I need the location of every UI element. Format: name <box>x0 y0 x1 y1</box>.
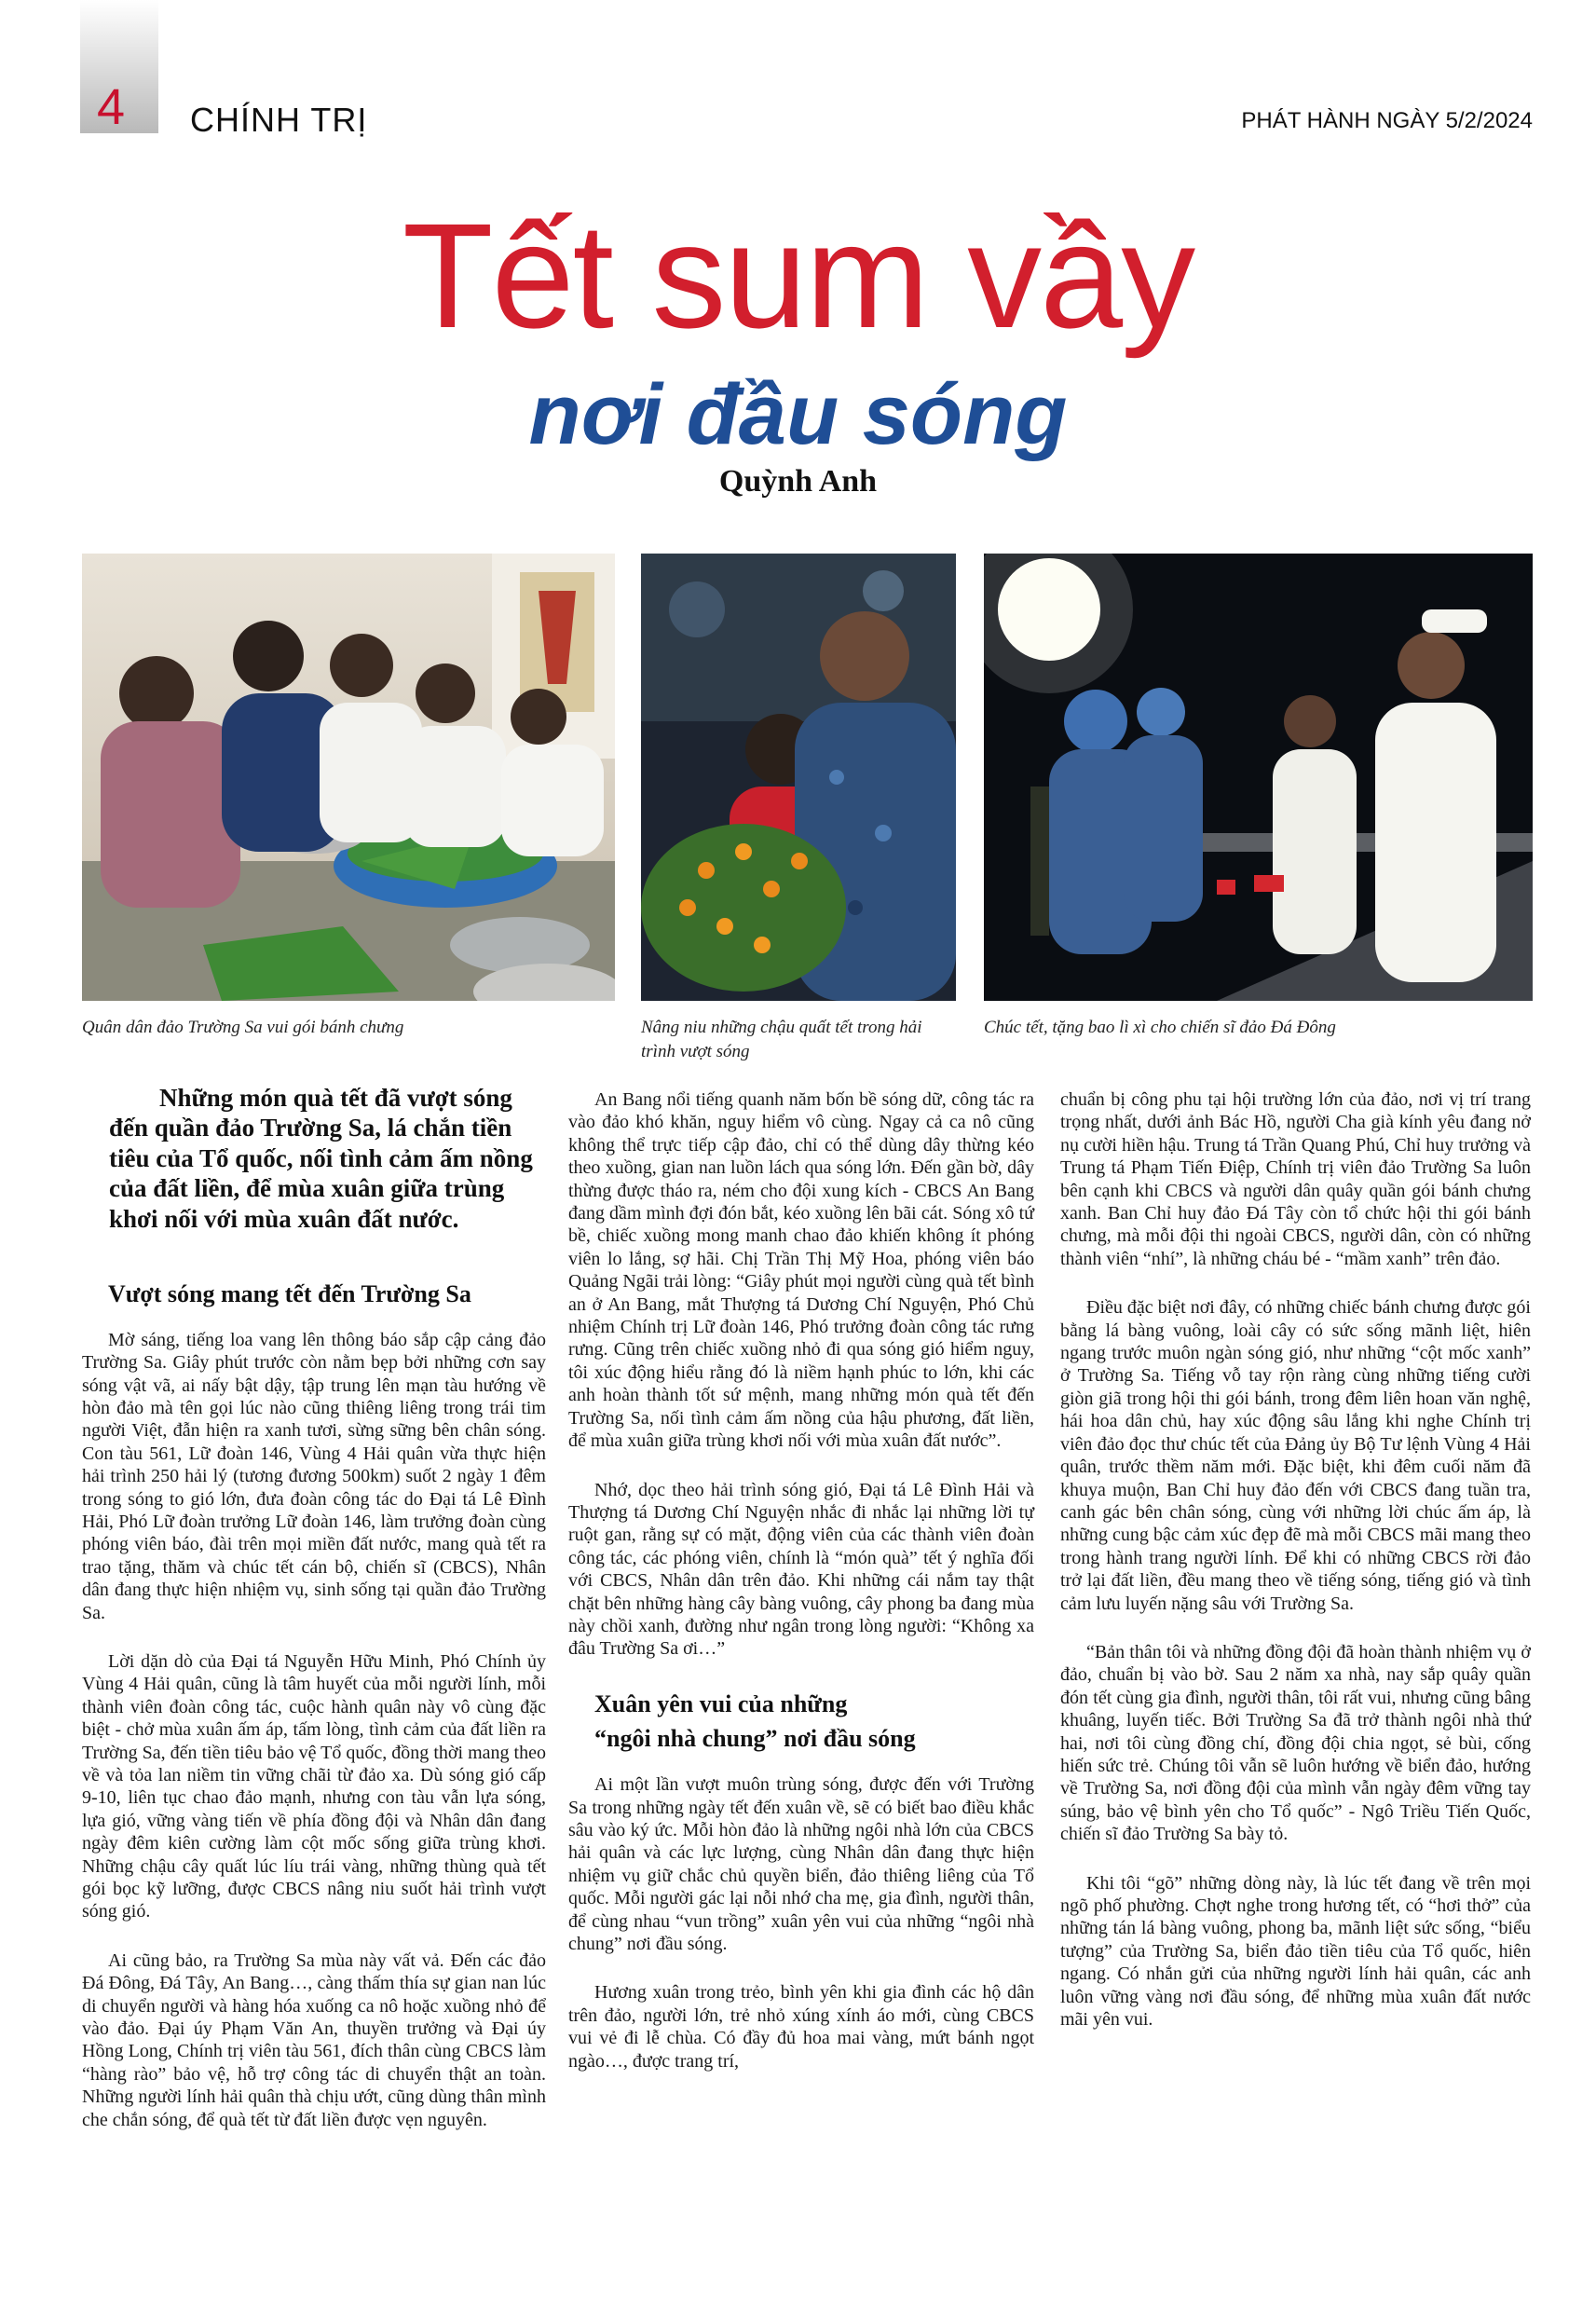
paragraph: Ai cũng bảo, ra Trường Sa mùa này vất vả. Đến các đảo Đá Đông, Đá Tây, An Bang…, càng thấm thía sự gian nan lúc di chuyển người và hàng hóa xuống ca nô hoặc xuồng nhỏ để vào đảo. Đại úy Phạm Văn An, thuyền trưởng và Đại úy Hồng Long, Chính trị viên tàu 561, đích thân cùng CBCS làm “hàng rào” bảo vệ, hỗ trợ công tác di chuyển thật an toàn. Những người lính hải quân thà chịu ướt, cũng dùng thân mình che chắn sóng, để quà tết từ đất liền được vẹn nguyên. <box>82 1949 546 2130</box>
paragraph: Lời dặn dò của Đại tá Nguyễn Hữu Minh, Phó Chính ủy Vùng 4 Hải quân, cũng là tâm huyết của mỗi người lính, mỗi thành viên đoàn công tác, cuộc hành quân này vô cùng đặc biệt - chở mùa xuân ấm áp, tấm lòng, tình cảm của đất liền ra Trường Sa, đến tiền tiêu bảo vệ Tổ quốc, đồng thời mang theo về và tỏa lan niềm tin vững chãi từ đảo xa. Dù sóng gió cấp 9-10, liên tục chao đảo mạnh, nhưng con tàu vẫn lựa sóng, lựa gió, vững vàng tiến về phía đồng đội và Nhân dân đang ngày đêm kiên cường làm cột mốc sống giữa trùng khơi. Những chậu cây quất lúc líu trái vàng, những thùng quà tết gói bọc kỹ lưỡng, được CBCS nâng niu suốt hải trình vượt sóng gió. <box>82 1650 546 1922</box>
photo-kumquat-pots <box>641 554 956 1001</box>
photo-wrapping-banh-chung <box>82 554 615 1001</box>
paragraph: Khi tôi “gõ” những dòng này, là lúc tết đang về trên mọi ngõ phố phường. Chợt nghe trong hương tết, có “hơi thở” của những tán lá bàng vuông, phong ba, mãnh liệt sức sống, “biểu tượng” của Trường Sa, biển đảo tiền tiêu của Tổ quốc, hiên ngang. Có nhắn gửi của những người lính hải quân, các anh luôn vững vàng nơi đầu sóng, để những mùa xuân đất nước mãi yên vui. <box>1060 1872 1531 2031</box>
paragraph: “Bản thân tôi và những đồng đội đã hoàn thành nhiệm vụ ở đảo, chuẩn bị vào bờ. Sau 2 năm xa nhà, nay sắp quây quần đón tết cùng gia đình, người thân, tôi rất vui, nhưng cũng bâng khuâng, luyến tiếc. Bởi Trường Sa đã trở thành ngôi nhà thứ hai, nơi tôi cùng đồng chí, đồng đội chia ngọt, sẻ bùi, cống hiến sức trẻ. Chúng tôi vẫn sẽ luôn hướng về biển đảo, hướng về Trường Sa, nơi đồng đội của mình vẫn ngày đêm vững tay súng, bảo vệ bình yên cho Tổ quốc” - Ngô Triều Tiến Quốc, chiến sĩ đảo Trường Sa bày tỏ. <box>1060 1641 1531 1845</box>
author-byline: Quỳnh Anh <box>718 464 878 499</box>
section-heading-line: Xuân yên vui của những <box>594 1690 848 1717</box>
photo-lucky-money <box>984 554 1533 1001</box>
section-heading-line: “ngôi nhà chung” nơi đầu sóng <box>594 1725 916 1753</box>
article-lead: Những món quà tết đã vượt sóng đến quần đảo Trường Sa, lá chắn tiền tiêu của Tổ quốc, nối tình cảm ấm nồng của đất liền, để mùa xuân giữa trùng khơi nối với mùa xuân đất nước. <box>109 1084 533 1233</box>
paragraph: Điều đặc biệt nơi đây, có những chiếc bánh chưng được gói bằng lá bàng vuông, loài cây có sức sống mãnh liệt, hiên ngang trước muôn ngàn sóng gió, như những “cột mốc xanh” ở Trường Sa. Tiếng vỗ tay rộn ràng cùng những tiếng cười giòn giã trong hội thi gói bánh, trong đêm liên hoan văn nghệ, hái hoa dân chủ, hay xúc động sâu lắng khi nghe Chính trị viên đảo đọc thư chúc tết của Đảng ủy Bộ Tư lệnh Vùng 4 Hải quân, trước thềm năm mới. Đặc biệt, khi đêm cuối năm đã khuya muộn, Ban Chỉ huy đảo đến với CBCS đang tuần tra, canh gác bên chân sóng, cùng với những lời chúc ấm áp, là những cung bậc cảm xúc đẹp đẽ mà mỗi CBCS mãi mang theo trong hành trang người lính. Để khi có những CBCS rời đảo trở lại đất liền, đều mang theo về tiếng sóng, tiếng gió và tình cảm lưu luyến nặng sâu với Trường Sa. <box>1060 1297 1531 1614</box>
paragraph: Mờ sáng, tiếng loa vang lên thông báo sắp cập cảng đảo Trường Sa. Giây phút trước còn nằm bẹp bởi những cơn say sóng vật vã, ai nấy bật dậy, tập trung lên mạn tàu hướng về hòn đảo mà tên gọi lúc nào cũng thiêng liêng trong trái tim người Việt, đẫn hiện ra xanh tươi, sừng sững bên chân sóng. Con tàu 561, Lữ đoàn 146, Vùng 4 Hải quân vừa thực hiện hải trình 250 hải lý (tương đương 500km) suốt 2 ngày 1 đêm trong sóng to gió lớn, đưa đoàn công tác do Đại tá Lê Đình Hải, Phó Lữ đoàn trưởng Lữ đoàn 146, làm trưởng đoàn cùng phóng viên báo, đài trên mọi miền đất nước, mang quà tết ra trao tặng, thăm và chúc tết cán bộ, chiến sĩ (CBCS), Nhân dân đang thực hiện nhiệm vụ, sinh sống tại quần đảo Trường Sa. <box>82 1329 546 1623</box>
column-3 <box>1060 1088 1531 2057</box>
paragraph: Hương xuân trong trẻo, bình yên khi gia đình các hộ dân trên đảo, người lớn, trẻ nhỏ xúng xính áo mới, cùng CBCS vui vẻ đi lễ chùa. Có đầy đủ hoa mai vàng, mứt bánh ngọt ngào…, được trang trí, <box>568 1982 1034 2072</box>
article-subtitle: nơi đầu sóng <box>528 367 1068 462</box>
paragraph: Nhớ, dọc theo hải trình sóng gió, Đại tá Lê Đình Hải và Thượng tá Dương Chí Nguyện nhắc đi nhắc lại những lời tự ruột gan, rằng sự có mặt, động viên của các thành viên đoàn công tác, các phóng viên, chính là “món quà” tết ý nghĩa đối với CBCS, Nhân dân trên đảo. Khi những cái nắm tay thật chặt bên những hàng cây bàng vuông, cây phong ba đang mùa này chồi xanh, đường như ngân trong lòng người: “Không xa đâu Trường Sa ơi…” <box>568 1479 1034 1660</box>
photo-caption: Chúc tết, tặng bao lì xì cho chiến sĩ đảo Đá Đông <box>984 1018 1336 1037</box>
paragraph: chuẩn bị công phu tại hội trường lớn của đảo, nơi vị trí trang trọng nhất, dưới ảnh Bác Hồ, người Cha già kính yêu đang nở nụ cười hiền hậu. Trung tá Trần Quang Phú, Chỉ huy trưởng và Trung tá Phạm Tiến Điệp, Chính trị viên đảo Trường Sa luôn bên cạnh khi CBCS và người dân quây quần gói bánh chưng xanh. Ban Chỉ huy đảo Đá Tây còn tổ chức hội thi gói bánh chưng, mà mỗi đội thi ngoài CBCS, người dân, còn có những thành viên “nhí”, là những cháu bé - “mầm xanh” trên đảo. <box>1060 1089 1531 1269</box>
paragraph: Ai một lần vượt muôn trùng sóng, được đến với Trường Sa trong những ngày tết đến xuân về, sẽ có biết bao điều khắc sâu vào ký ức. Mỗi hòn đảo là những ngôi nhà lớn của CBCS hải quân và các lực lượng, cùng Nhân dân đang thực hiện nhiệm vụ giữ chắc chủ quyền biển, đảo thiêng liêng của Tổ quốc. Mỗi người gác lại nỗi nhớ cha mẹ, gia đình, người thân, để cùng nhau “vun trồng” xuân yên vui của những “ngôi nhà chung” nơi đầu sóng. <box>568 1774 1034 1954</box>
page-number: 4 <box>97 79 126 135</box>
paragraph: An Bang nổi tiếng quanh năm bốn bề sóng dữ, công tác ra vào đảo khó khăn, nguy hiểm vô cùng. Ngay cả ca nô cũng không thể trực tiếp cập đảo, chỉ có thể dùng dây thừng kéo theo xuồng, gian nan luồn lách qua sóng lớn. Đến gần bờ, dây thừng được tháo ra, ném cho đội xung kích - CBCS An Bang đang dầm mình đợi đón bắt, kéo xuồng lên bãi cát. Sóng xô tứ bề, chiếc xuồng mong manh chao đảo khiến không ít phóng viên lo lắng, sợ hãi. Chị Trần Thị Mỹ Hoa, phóng viên báo Quảng Ngãi trải lòng: “Giây phút mọi người cùng quà tết bình an ở An Bang, mắt Thượng tá Dương Chí Nguyện, Phó Chủ nhiệm Chính trị Lữ đoàn 146, Phó trưởng đoàn công tác rưng rưng. Cũng trên chiếc xuồng nhỏ đi qua sóng gió hiểm nguy, tôi xúc động hiểu rằng đó là niềm hạnh phúc to lớn, khi các anh hoàn thành tốt sứ mệnh, mang những món quà tết đến Trường Sa, nối tình cảm ấm nồng của hậu phương, đất liền, để mùa xuân giữa trùng khơi nối với mùa xuân đất nước”. <box>568 1089 1034 1452</box>
section-heading: Vượt sóng mang tết đến Trường Sa <box>108 1280 471 1307</box>
column-1 <box>82 1277 546 2157</box>
issue-date: PHÁT HÀNH NGÀY 5/2/2024 <box>1241 108 1533 133</box>
column-2 <box>568 1088 1034 2099</box>
article-title: Tết sum vầy <box>402 192 1194 359</box>
photo-caption: Quân dân đảo Trường Sa vui gói bánh chưng <box>82 1018 404 1037</box>
section-label: CHÍNH TRỊ <box>190 101 368 139</box>
section-heading <box>568 1687 1034 1757</box>
photo-caption: Nâng niu những chậu quất tết trong hải trình vượt sóng <box>641 1018 922 1061</box>
